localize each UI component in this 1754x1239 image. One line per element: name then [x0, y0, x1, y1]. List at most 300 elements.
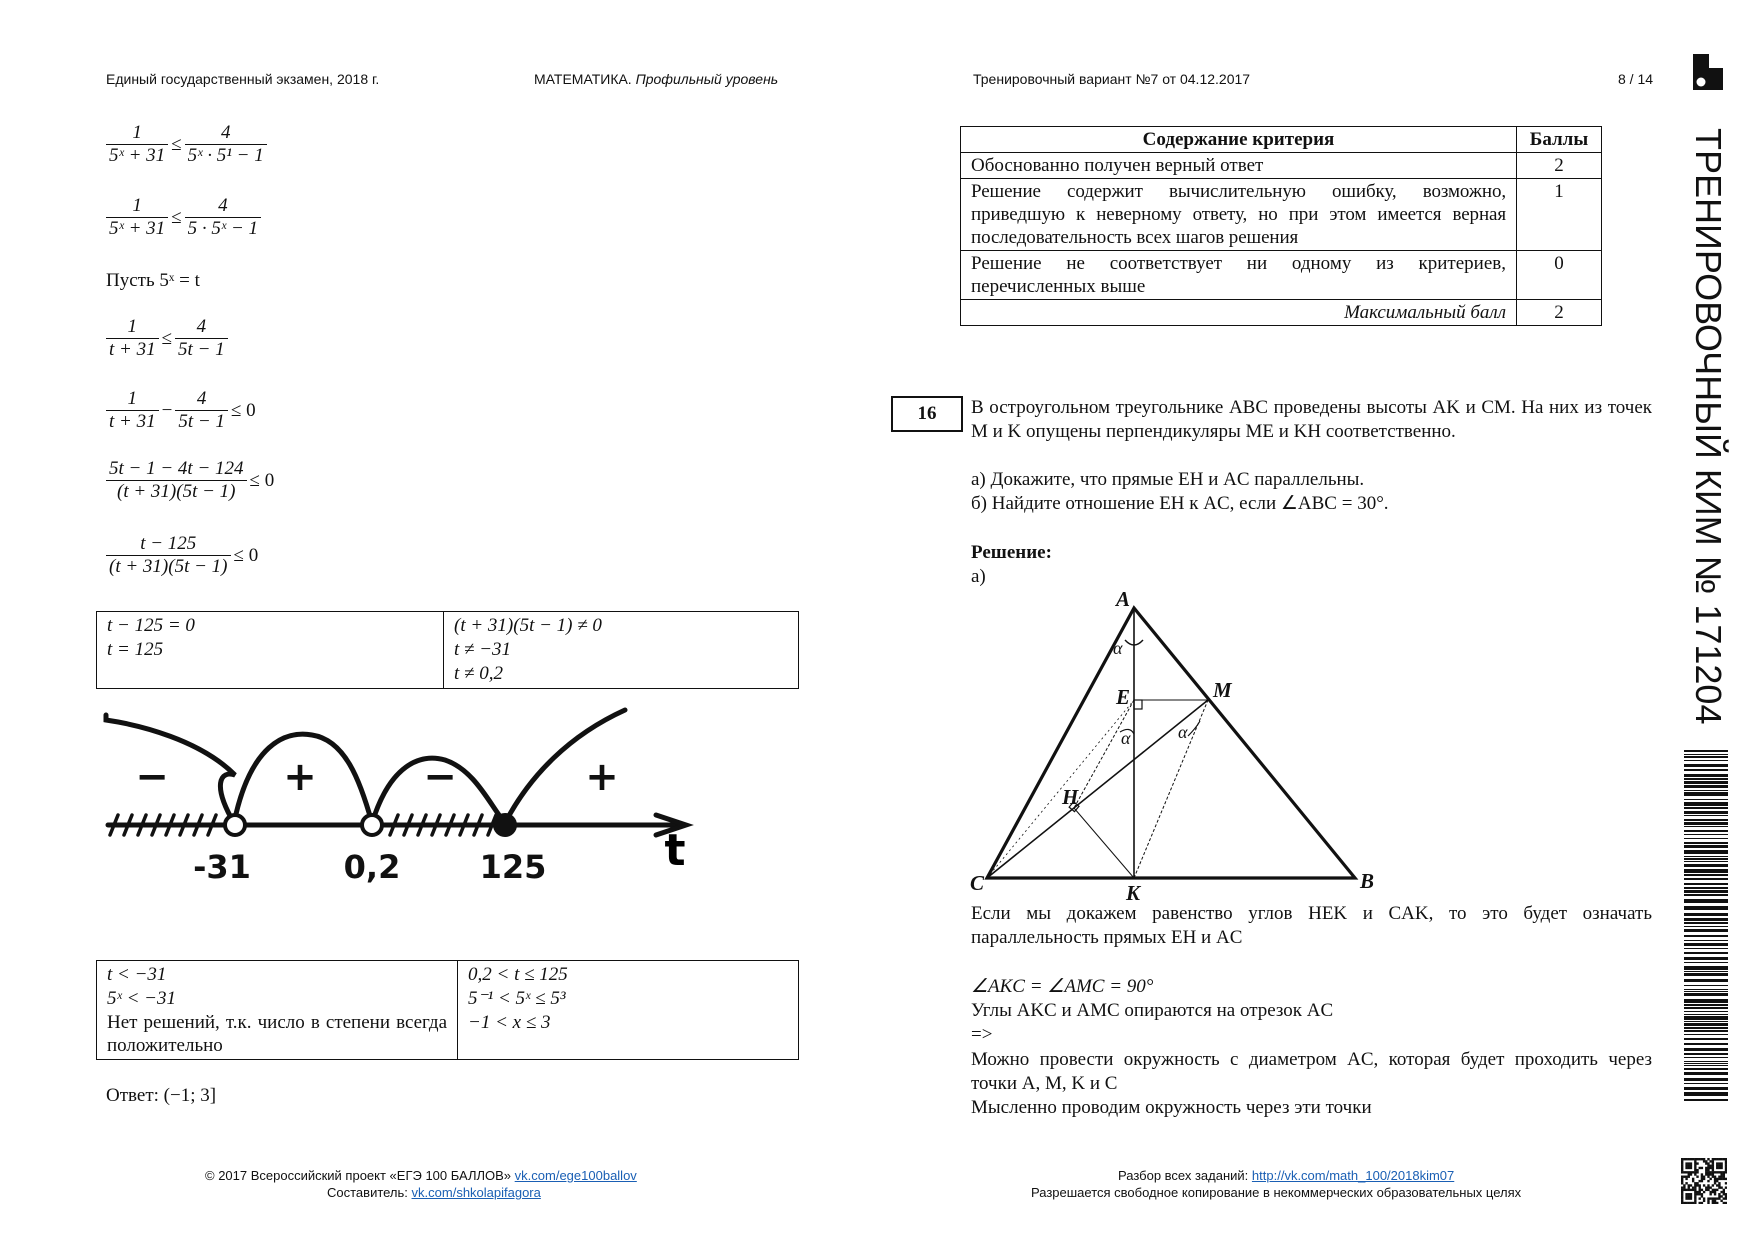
- barcode-bar: [1684, 918, 1728, 921]
- barcode-bar: [1684, 856, 1728, 857]
- table-row: Решение не соответствует ни одному из критериев, перечисленных выше 0: [961, 251, 1602, 300]
- barcode-bar: [1684, 883, 1728, 885]
- qr-module: [1688, 1162, 1690, 1164]
- solution-text-1: Если мы докажем равенство углов HEK и CAK, то это будет означать параллельность прямых EH и AC: [971, 903, 1652, 948]
- qr-module: [1725, 1186, 1727, 1188]
- barcode-bar: [1684, 785, 1728, 788]
- qr-module: [1699, 1202, 1701, 1204]
- qr-module: [1720, 1186, 1722, 1188]
- qr-module: [1694, 1165, 1696, 1167]
- barcode-bar: [1684, 838, 1728, 839]
- qr-module: [1685, 1162, 1687, 1164]
- math-line-1: $\frac{1}{\text{5ˣ + 31}}$ ≤ $\frac{4}{\text{5ˣ · 5¹ − 1}}$: [106, 122, 267, 167]
- barcode-bar: [1684, 769, 1728, 771]
- axis-label-t: t: [664, 825, 686, 876]
- qr-module: [1681, 1178, 1683, 1180]
- math-line-5: $\frac{5t - 1 - 4t - 124}{(t + 31)(5t - 1)}$ ≤ 0: [106, 458, 277, 503]
- qr-module: [1694, 1173, 1696, 1175]
- triangle-figure: [970, 584, 1380, 900]
- vertical-title: ТРЕНИРОВОЧНЫЙ КИМ № 171204: [1688, 128, 1729, 725]
- footer-link-review[interactable]: http://vk.com/math_100/2018kim07: [1251, 1168, 1455, 1183]
- footer-license: Разрешается свободное копирование в некоммерческих образовательных целях: [1031, 1185, 1522, 1200]
- barcode-bar: [1684, 874, 1728, 876]
- qr-module: [1685, 1195, 1687, 1197]
- qr-module: [1709, 1197, 1711, 1199]
- qr-module: [1718, 1178, 1720, 1180]
- qr-module: [1723, 1178, 1725, 1180]
- qr-module: [1716, 1189, 1718, 1191]
- qr-module: [1720, 1178, 1722, 1180]
- qr-module: [1716, 1184, 1718, 1186]
- qr-module: [1718, 1158, 1720, 1160]
- system2-left: t < −31 5ˣ < −31 Нет решений, т.к. число в степени всегда положительно: [97, 961, 458, 1060]
- qr-module: [1694, 1169, 1696, 1171]
- qr-module: [1701, 1202, 1703, 1204]
- qr-module: [1723, 1191, 1725, 1193]
- barcode-bar: [1684, 922, 1728, 924]
- barcode-bar: [1684, 971, 1728, 972]
- qr-module: [1714, 1178, 1716, 1180]
- barcode-bar: [1684, 869, 1728, 873]
- qr-module: [1692, 1189, 1694, 1191]
- qr-module: [1696, 1176, 1698, 1178]
- barcode-bar: [1684, 830, 1728, 832]
- barcode-bar: [1684, 887, 1728, 889]
- qr-module: [1685, 1165, 1687, 1167]
- math-line-3: $\frac{1}{t + 31}$ ≤ $\frac{4}{5t - 1}$: [106, 316, 228, 361]
- qr-module: [1683, 1189, 1685, 1191]
- qr-module: [1685, 1182, 1687, 1184]
- qr-module: [1725, 1162, 1727, 1164]
- qr-module: [1720, 1165, 1722, 1167]
- qr-module: [1725, 1158, 1727, 1160]
- qr-module: [1705, 1162, 1707, 1164]
- qr-module: [1709, 1191, 1711, 1193]
- label-a: A: [1116, 587, 1131, 611]
- barcode-bar: [1684, 1007, 1728, 1009]
- qr-module: [1681, 1195, 1683, 1197]
- footer-author-line: [327, 1185, 541, 1200]
- qr-module: [1725, 1165, 1727, 1167]
- qr-module: [1701, 1195, 1703, 1197]
- sign-plus-1: +: [283, 754, 317, 800]
- barcode-bar: [1684, 1043, 1728, 1045]
- barcode-bar: [1684, 935, 1728, 937]
- barcode-bar: [1684, 1053, 1728, 1055]
- qr-module: [1703, 1158, 1705, 1160]
- barcode-bar: [1684, 1065, 1728, 1066]
- barcode-bar: [1684, 979, 1728, 982]
- qr-module: [1714, 1197, 1716, 1199]
- barcode-bar: [1684, 850, 1728, 854]
- solution-text-2: ∠AKC = ∠AMC = 90°: [971, 976, 1154, 997]
- qr-module: [1701, 1193, 1703, 1195]
- label-m: M: [1213, 678, 1232, 702]
- barcode-bar: [1684, 1034, 1728, 1035]
- qr-module: [1688, 1173, 1690, 1175]
- qr-module: [1714, 1200, 1716, 1202]
- math-line-2: $\frac{1}{\text{5ˣ + 31}}$ ≤ $\frac{4}{\text{5 · 5ˣ − 1}}$: [106, 195, 261, 240]
- qr-module: [1701, 1189, 1703, 1191]
- criteria-table: [960, 126, 1602, 326]
- barcode-bar: [1684, 940, 1728, 941]
- segment-eh: [1074, 700, 1134, 808]
- solution-text-5: Можно провести окружность с диаметром AC, которая будет проходить через точки A, M, K и C: [971, 1049, 1652, 1094]
- qr-module: [1694, 1197, 1696, 1199]
- solution-label: Решение:: [971, 542, 1052, 563]
- qr-module: [1709, 1165, 1711, 1167]
- qr-module: [1681, 1158, 1683, 1160]
- qr-module: [1690, 1167, 1692, 1169]
- qr-module: [1723, 1158, 1725, 1160]
- qr-module: [1694, 1186, 1696, 1188]
- task-number: 16: [891, 396, 963, 432]
- point-open-2: [362, 815, 382, 835]
- task-part-a: а) Докажите, что прямые EH и AC параллельны.: [971, 469, 1365, 490]
- qr-module: [1692, 1178, 1694, 1180]
- barcode-bar: [1684, 1072, 1728, 1075]
- barcode-bar: [1684, 790, 1728, 791]
- right-angle-e: [1134, 700, 1142, 709]
- point-label-1: -31: [193, 848, 251, 886]
- qr-module: [1723, 1197, 1725, 1199]
- qr-module: [1712, 1197, 1714, 1199]
- system-table-2: [96, 960, 799, 1060]
- qr-module: [1718, 1171, 1720, 1173]
- qr-module: [1712, 1158, 1714, 1160]
- qr-module: [1681, 1160, 1683, 1162]
- part-a-label: а): [971, 566, 986, 587]
- barcode-bar: [1684, 1061, 1728, 1062]
- barcode-bar: [1684, 991, 1728, 992]
- page-number: 8 / 14: [1618, 71, 1654, 87]
- qr-module: [1701, 1178, 1703, 1180]
- qr-module: [1694, 1193, 1696, 1195]
- qr-module: [1707, 1189, 1709, 1191]
- qr-module: [1701, 1180, 1703, 1182]
- qr-module: [1720, 1200, 1722, 1202]
- qr-module: [1694, 1182, 1696, 1184]
- barcode-bar: [1684, 966, 1728, 970]
- qr-module: [1694, 1171, 1696, 1173]
- footer-copyright-line: [205, 1168, 637, 1183]
- barcode-bar: [1684, 985, 1728, 986]
- criteria-header: Содержание критерия: [961, 127, 1517, 153]
- barcode-bar: [1684, 861, 1728, 862]
- barcode-bar: [1684, 750, 1728, 752]
- qr-module: [1688, 1186, 1690, 1188]
- qr-module: [1705, 1186, 1707, 1188]
- qr-module: [1690, 1195, 1692, 1197]
- qr-module: [1681, 1165, 1683, 1167]
- qr-module: [1709, 1167, 1711, 1169]
- point-label-3: 125: [479, 848, 547, 886]
- footer-review-line: [1118, 1168, 1454, 1183]
- qr-module: [1714, 1171, 1716, 1173]
- alpha-label-3: α: [1178, 722, 1188, 742]
- task-statement: В остроугольном треугольнике ABC проведены высоты AK и CM. На них из точек M и K опущены перпендикуляры ME и KH соответственно.: [971, 397, 1652, 442]
- qr-module: [1685, 1189, 1687, 1191]
- qr-module: [1716, 1171, 1718, 1173]
- number-line-figure: [100, 705, 700, 900]
- qr-module: [1690, 1171, 1692, 1173]
- barcode-bar: [1684, 815, 1728, 816]
- qr-module: [1683, 1171, 1685, 1173]
- qr-module: [1696, 1184, 1698, 1186]
- qr-module: [1707, 1171, 1709, 1173]
- barcode-bar: [1684, 1027, 1728, 1029]
- qr-module: [1690, 1165, 1692, 1167]
- barcode-bar: [1684, 754, 1728, 755]
- footer-link-shkola[interactable]: vk.com/shkolapifagora: [411, 1185, 541, 1200]
- barcode-bar: [1684, 1014, 1728, 1015]
- qr-module: [1720, 1173, 1722, 1175]
- qr-module: [1709, 1186, 1711, 1188]
- barcode-bar: [1684, 973, 1728, 976]
- qr-module: [1681, 1193, 1683, 1195]
- qr-module: [1683, 1202, 1685, 1204]
- qr-module: [1709, 1178, 1711, 1180]
- qr-module: [1718, 1186, 1720, 1188]
- qr-module: [1718, 1167, 1720, 1169]
- qr-module: [1723, 1176, 1725, 1178]
- math-line-4: $\frac{1}{t + 31}$ − $\frac{4}{5t - 1}$ ≤ 0: [106, 388, 259, 433]
- system1-left: t − 125 = 0 t = 125: [97, 612, 444, 689]
- qr-module: [1725, 1202, 1727, 1204]
- barcode-bar: [1684, 799, 1728, 800]
- qr-module: [1699, 1184, 1701, 1186]
- qr-module: [1716, 1165, 1718, 1167]
- qr-module: [1712, 1167, 1714, 1169]
- qr-module: [1688, 1184, 1690, 1186]
- qr-module: [1716, 1180, 1718, 1182]
- qr-module: [1688, 1167, 1690, 1169]
- qr-module: [1685, 1158, 1687, 1160]
- point-open-1: [225, 815, 245, 835]
- qr-module: [1723, 1171, 1725, 1173]
- sign-curve-1: [106, 715, 235, 823]
- header-subject-name: МАТЕМАТИКА.: [534, 71, 632, 87]
- barcode-bar: [1684, 1004, 1728, 1006]
- qr-module: [1685, 1167, 1687, 1169]
- qr-module: [1685, 1197, 1687, 1199]
- qr-module: [1712, 1191, 1714, 1193]
- qr-module: [1705, 1169, 1707, 1171]
- barcode-bar: [1684, 1011, 1728, 1012]
- barcode-bar: [1684, 858, 1728, 860]
- qr-module: [1694, 1191, 1696, 1193]
- qr-module: [1705, 1189, 1707, 1191]
- footer-author-label: Составитель:: [327, 1185, 408, 1200]
- qr-module: [1714, 1191, 1716, 1193]
- score-header: Баллы: [1517, 127, 1602, 153]
- qr-module: [1696, 1191, 1698, 1193]
- qr-module: [1716, 1162, 1718, 1164]
- qr-module: [1696, 1193, 1698, 1195]
- qr-module: [1696, 1158, 1698, 1160]
- label-c: C: [970, 871, 985, 895]
- qr-module: [1714, 1202, 1716, 1204]
- qr-module: [1699, 1158, 1701, 1160]
- qr-module: [1714, 1182, 1716, 1184]
- barcode-bar: [1684, 1048, 1728, 1051]
- qr-module: [1681, 1202, 1683, 1204]
- qr-module: [1720, 1162, 1722, 1164]
- qr-module: [1692, 1202, 1694, 1204]
- qr-code-icon: [1681, 1158, 1727, 1204]
- task-part-b: б) Найдите отношение EH к AC, если ∠ABC = 30°.: [971, 493, 1389, 514]
- barcode-bar: [1684, 926, 1728, 927]
- barcode-bar: [1684, 1083, 1728, 1084]
- qr-module: [1703, 1184, 1705, 1186]
- qr-module: [1681, 1191, 1683, 1193]
- barcode-bar: [1684, 1068, 1728, 1070]
- qr-module: [1712, 1202, 1714, 1204]
- qr-module: [1688, 1189, 1690, 1191]
- sign-plus-2: +: [585, 754, 619, 800]
- qr-module: [1696, 1171, 1698, 1173]
- barcode-bar: [1684, 1057, 1728, 1058]
- logo-icon: [1693, 54, 1723, 90]
- qr-module: [1707, 1200, 1709, 1202]
- alpha-label-1: α: [1113, 638, 1123, 658]
- qr-module: [1694, 1184, 1696, 1186]
- segment-ce: [987, 700, 1134, 878]
- qr-module: [1699, 1189, 1701, 1191]
- qr-module: [1723, 1189, 1725, 1191]
- barcode-bar: [1684, 993, 1728, 996]
- solution-text-4: =>: [971, 1024, 993, 1045]
- qr-module: [1705, 1167, 1707, 1169]
- footer-link-vk-ege[interactable]: vk.com/ege100ballov: [514, 1168, 637, 1183]
- barcode-bar: [1684, 756, 1728, 758]
- qr-module: [1692, 1171, 1694, 1173]
- qr-module: [1712, 1171, 1714, 1173]
- qr-module: [1718, 1165, 1720, 1167]
- qr-module: [1694, 1167, 1696, 1169]
- qr-module: [1718, 1197, 1720, 1199]
- qr-module: [1725, 1167, 1727, 1169]
- qr-module: [1712, 1173, 1714, 1175]
- qr-module: [1688, 1197, 1690, 1199]
- qr-module: [1685, 1193, 1687, 1195]
- barcode-bar: [1684, 802, 1728, 806]
- barcode-bar: [1684, 878, 1728, 880]
- qr-module: [1688, 1165, 1690, 1167]
- math-line-6: $\frac{t - 125}{(t + 31)(5t - 1)}$ ≤ 0: [106, 533, 261, 578]
- qr-module: [1694, 1162, 1696, 1164]
- qr-module: [1692, 1158, 1694, 1160]
- header-variant: Тренировочный вариант №7 от 04.12.2017: [973, 71, 1251, 87]
- barcode-bar: [1684, 819, 1728, 821]
- qr-module: [1707, 1202, 1709, 1204]
- perpendicular-kh: [1074, 808, 1134, 878]
- barcode-bar: [1684, 894, 1728, 896]
- barcode-bar: [1684, 822, 1728, 825]
- qr-module: [1696, 1162, 1698, 1164]
- qr-module: [1688, 1202, 1690, 1204]
- qr-module: [1701, 1158, 1703, 1160]
- sign-minus-2: −: [423, 754, 457, 800]
- qr-module: [1714, 1180, 1716, 1182]
- qr-module: [1681, 1186, 1683, 1188]
- barcode-bar: [1684, 811, 1728, 814]
- qr-module: [1681, 1200, 1683, 1202]
- barcode-bar: [1684, 1023, 1728, 1026]
- barcode-bar: [1684, 1038, 1728, 1040]
- barcode-bar: [1684, 890, 1728, 893]
- solution-text-6: Мысленно проводим окружность через эти точки: [971, 1097, 1372, 1118]
- barcode-bar: [1684, 899, 1728, 903]
- barcode-bar: [1684, 929, 1728, 932]
- qr-module: [1688, 1176, 1690, 1178]
- qr-module: [1714, 1176, 1716, 1178]
- qr-module: [1714, 1189, 1716, 1191]
- qr-module: [1707, 1167, 1709, 1169]
- qr-module: [1718, 1182, 1720, 1184]
- barcode-bar: [1684, 1087, 1728, 1090]
- barcode-bar: [1684, 845, 1728, 848]
- qr-module: [1723, 1202, 1725, 1204]
- qr-module: [1699, 1193, 1701, 1195]
- barcode-bar: [1684, 1099, 1728, 1101]
- label-h: H: [1062, 785, 1079, 809]
- qr-module: [1707, 1186, 1709, 1188]
- qr-module: [1688, 1171, 1690, 1173]
- qr-module: [1685, 1171, 1687, 1173]
- qr-module: [1714, 1193, 1716, 1195]
- barcode-bar: [1684, 1021, 1728, 1022]
- table-row: Обоснованно получен верный ответ 2: [961, 153, 1602, 179]
- qr-module: [1694, 1200, 1696, 1202]
- barcode-bar: [1684, 792, 1728, 796]
- qr-module: [1692, 1180, 1694, 1182]
- qr-module: [1725, 1169, 1727, 1171]
- system1-right: (t + 31)(5t − 1) ≠ 0 t ≠ −31 t ≠ 0,2: [444, 612, 799, 689]
- qr-module: [1707, 1165, 1709, 1167]
- qr-module: [1690, 1189, 1692, 1191]
- qr-module: [1703, 1176, 1705, 1178]
- qr-module: [1707, 1184, 1709, 1186]
- qr-module: [1703, 1191, 1705, 1193]
- qr-module: [1725, 1178, 1727, 1180]
- qr-module: [1720, 1158, 1722, 1160]
- qr-module: [1692, 1186, 1694, 1188]
- qr-module: [1707, 1173, 1709, 1175]
- barcode-bar: [1684, 760, 1728, 761]
- label-k: K: [1126, 881, 1141, 900]
- qr-module: [1685, 1202, 1687, 1204]
- qr-module: [1681, 1180, 1683, 1182]
- barcode-bar: [1684, 1030, 1728, 1032]
- alpha-label-2: α: [1121, 728, 1131, 748]
- barcode-bar: [1684, 957, 1728, 960]
- qr-module: [1703, 1178, 1705, 1180]
- barcode-bar: [1684, 764, 1728, 767]
- qr-module: [1705, 1160, 1707, 1162]
- qr-module: [1716, 1167, 1718, 1169]
- barcode-bar: [1684, 952, 1728, 954]
- qr-module: [1718, 1176, 1720, 1178]
- qr-module: [1712, 1165, 1714, 1167]
- qr-module: [1725, 1160, 1727, 1162]
- answer: Ответ: (−1; 3]: [106, 1085, 217, 1106]
- substitution: Пусть 5ˣ = t: [106, 270, 200, 291]
- barcode-bar: [1684, 1063, 1728, 1064]
- qr-module: [1690, 1184, 1692, 1186]
- triangle-abc: [987, 608, 1355, 878]
- qr-module: [1703, 1197, 1705, 1199]
